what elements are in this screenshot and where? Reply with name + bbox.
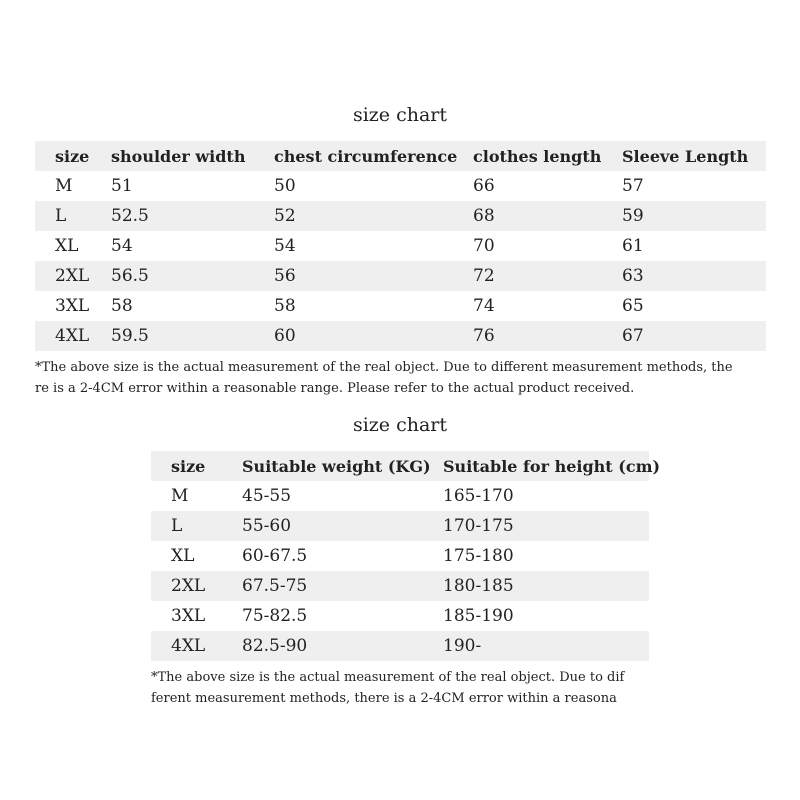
- table-cell: 170-175: [443, 511, 649, 541]
- table-cell: 65: [622, 296, 644, 316]
- table-cell: 50: [274, 176, 296, 196]
- table-cell: 45-55: [242, 486, 292, 506]
- table-row: [151, 571, 649, 601]
- table-header-row: [35, 141, 766, 171]
- table-row: [151, 631, 649, 661]
- table-cell: 51: [111, 176, 133, 196]
- table-cell: 175-180: [443, 546, 514, 566]
- table-cell: M: [55, 176, 73, 196]
- table-cell: 74: [473, 296, 495, 316]
- table-cell: 54: [274, 236, 296, 256]
- table-cell: 59.5: [111, 321, 274, 351]
- table-cell: 4XL: [35, 321, 111, 351]
- table-cell: 58: [274, 296, 296, 316]
- measurement-note: [35, 357, 733, 399]
- note-line: re is a 2-4CM error within a reasonable range. Please refer to the actual product received.: [35, 381, 635, 396]
- table-cell: 68: [473, 201, 622, 231]
- table-cell: 82.5-90: [242, 631, 443, 661]
- table-row: [35, 231, 766, 261]
- table-cell: L: [35, 201, 111, 231]
- table-cell: 66: [473, 176, 495, 196]
- table-cell: 3XL: [171, 606, 206, 626]
- table-cell: L: [151, 511, 242, 541]
- table-row: [35, 201, 766, 231]
- table-cell: 60-67.5: [242, 546, 308, 566]
- table-row: [35, 321, 766, 351]
- note-line: *The above size is the actual measurement of the real object. Due to different measurement methods, the: [35, 360, 733, 375]
- size-chart-title: size chart: [352, 104, 448, 126]
- column-header-suitable-height: Suitable for height (cm): [443, 451, 649, 481]
- table-cell: 56: [274, 261, 473, 291]
- table-cell: 185-190: [443, 606, 514, 626]
- column-header-suitable-weight: Suitable weight (KG): [242, 451, 443, 481]
- table-cell: 70: [473, 236, 495, 256]
- table-cell: 59: [622, 201, 766, 231]
- size-measurement-table: [35, 141, 766, 351]
- table-cell: 67.5-75: [242, 571, 443, 601]
- table-cell: 75-82.5: [242, 606, 308, 626]
- table-cell: XL: [171, 546, 195, 566]
- table-cell: 180-185: [443, 571, 649, 601]
- table-cell: M: [171, 486, 189, 506]
- note-line: ferent measurement methods, there is a 2-4CM error within a reasona: [151, 691, 617, 706]
- table-cell: XL: [55, 236, 79, 256]
- table-cell: 2XL: [151, 571, 242, 601]
- table-cell: 4XL: [151, 631, 242, 661]
- column-header-sleeve-length: Sleeve Length: [622, 141, 766, 171]
- table-row: [151, 481, 649, 511]
- column-header-size: size: [151, 451, 242, 481]
- table-cell: 61: [622, 236, 644, 256]
- table-cell: 55-60: [242, 511, 443, 541]
- table-cell: 56.5: [111, 261, 274, 291]
- table-cell: 54: [111, 236, 133, 256]
- table-cell: 2XL: [35, 261, 111, 291]
- measurement-note: [151, 667, 624, 709]
- table-cell: 190-: [443, 631, 649, 661]
- table-cell: 76: [473, 321, 622, 351]
- size-fit-table: [151, 451, 661, 661]
- table-row: [35, 291, 766, 321]
- note-line: *The above size is the actual measurement of the real object. Due to dif: [151, 670, 625, 685]
- table-row: [151, 601, 649, 631]
- table-cell: 165-170: [443, 486, 514, 506]
- table-row: [35, 171, 766, 201]
- table-cell: 57: [622, 176, 644, 196]
- table-cell: 60: [274, 321, 473, 351]
- table-cell: 52: [274, 201, 473, 231]
- table-row: [35, 261, 766, 291]
- size-chart-title: size chart: [352, 414, 448, 436]
- table-header-row: [151, 451, 649, 481]
- table-cell: 58: [111, 296, 133, 316]
- table-cell: 63: [622, 261, 766, 291]
- table-cell: 52.5: [111, 201, 274, 231]
- table-row: [151, 541, 649, 571]
- column-header-size: size: [35, 141, 111, 171]
- table-row: [151, 511, 649, 541]
- column-header-shoulder-width: shoulder width: [111, 141, 274, 171]
- column-header-chest-circumference: chest circumference: [274, 141, 473, 171]
- table-cell: 3XL: [55, 296, 90, 316]
- column-header-clothes-length: clothes length: [473, 141, 622, 171]
- table-cell: 72: [473, 261, 622, 291]
- table-cell: 67: [622, 321, 766, 351]
